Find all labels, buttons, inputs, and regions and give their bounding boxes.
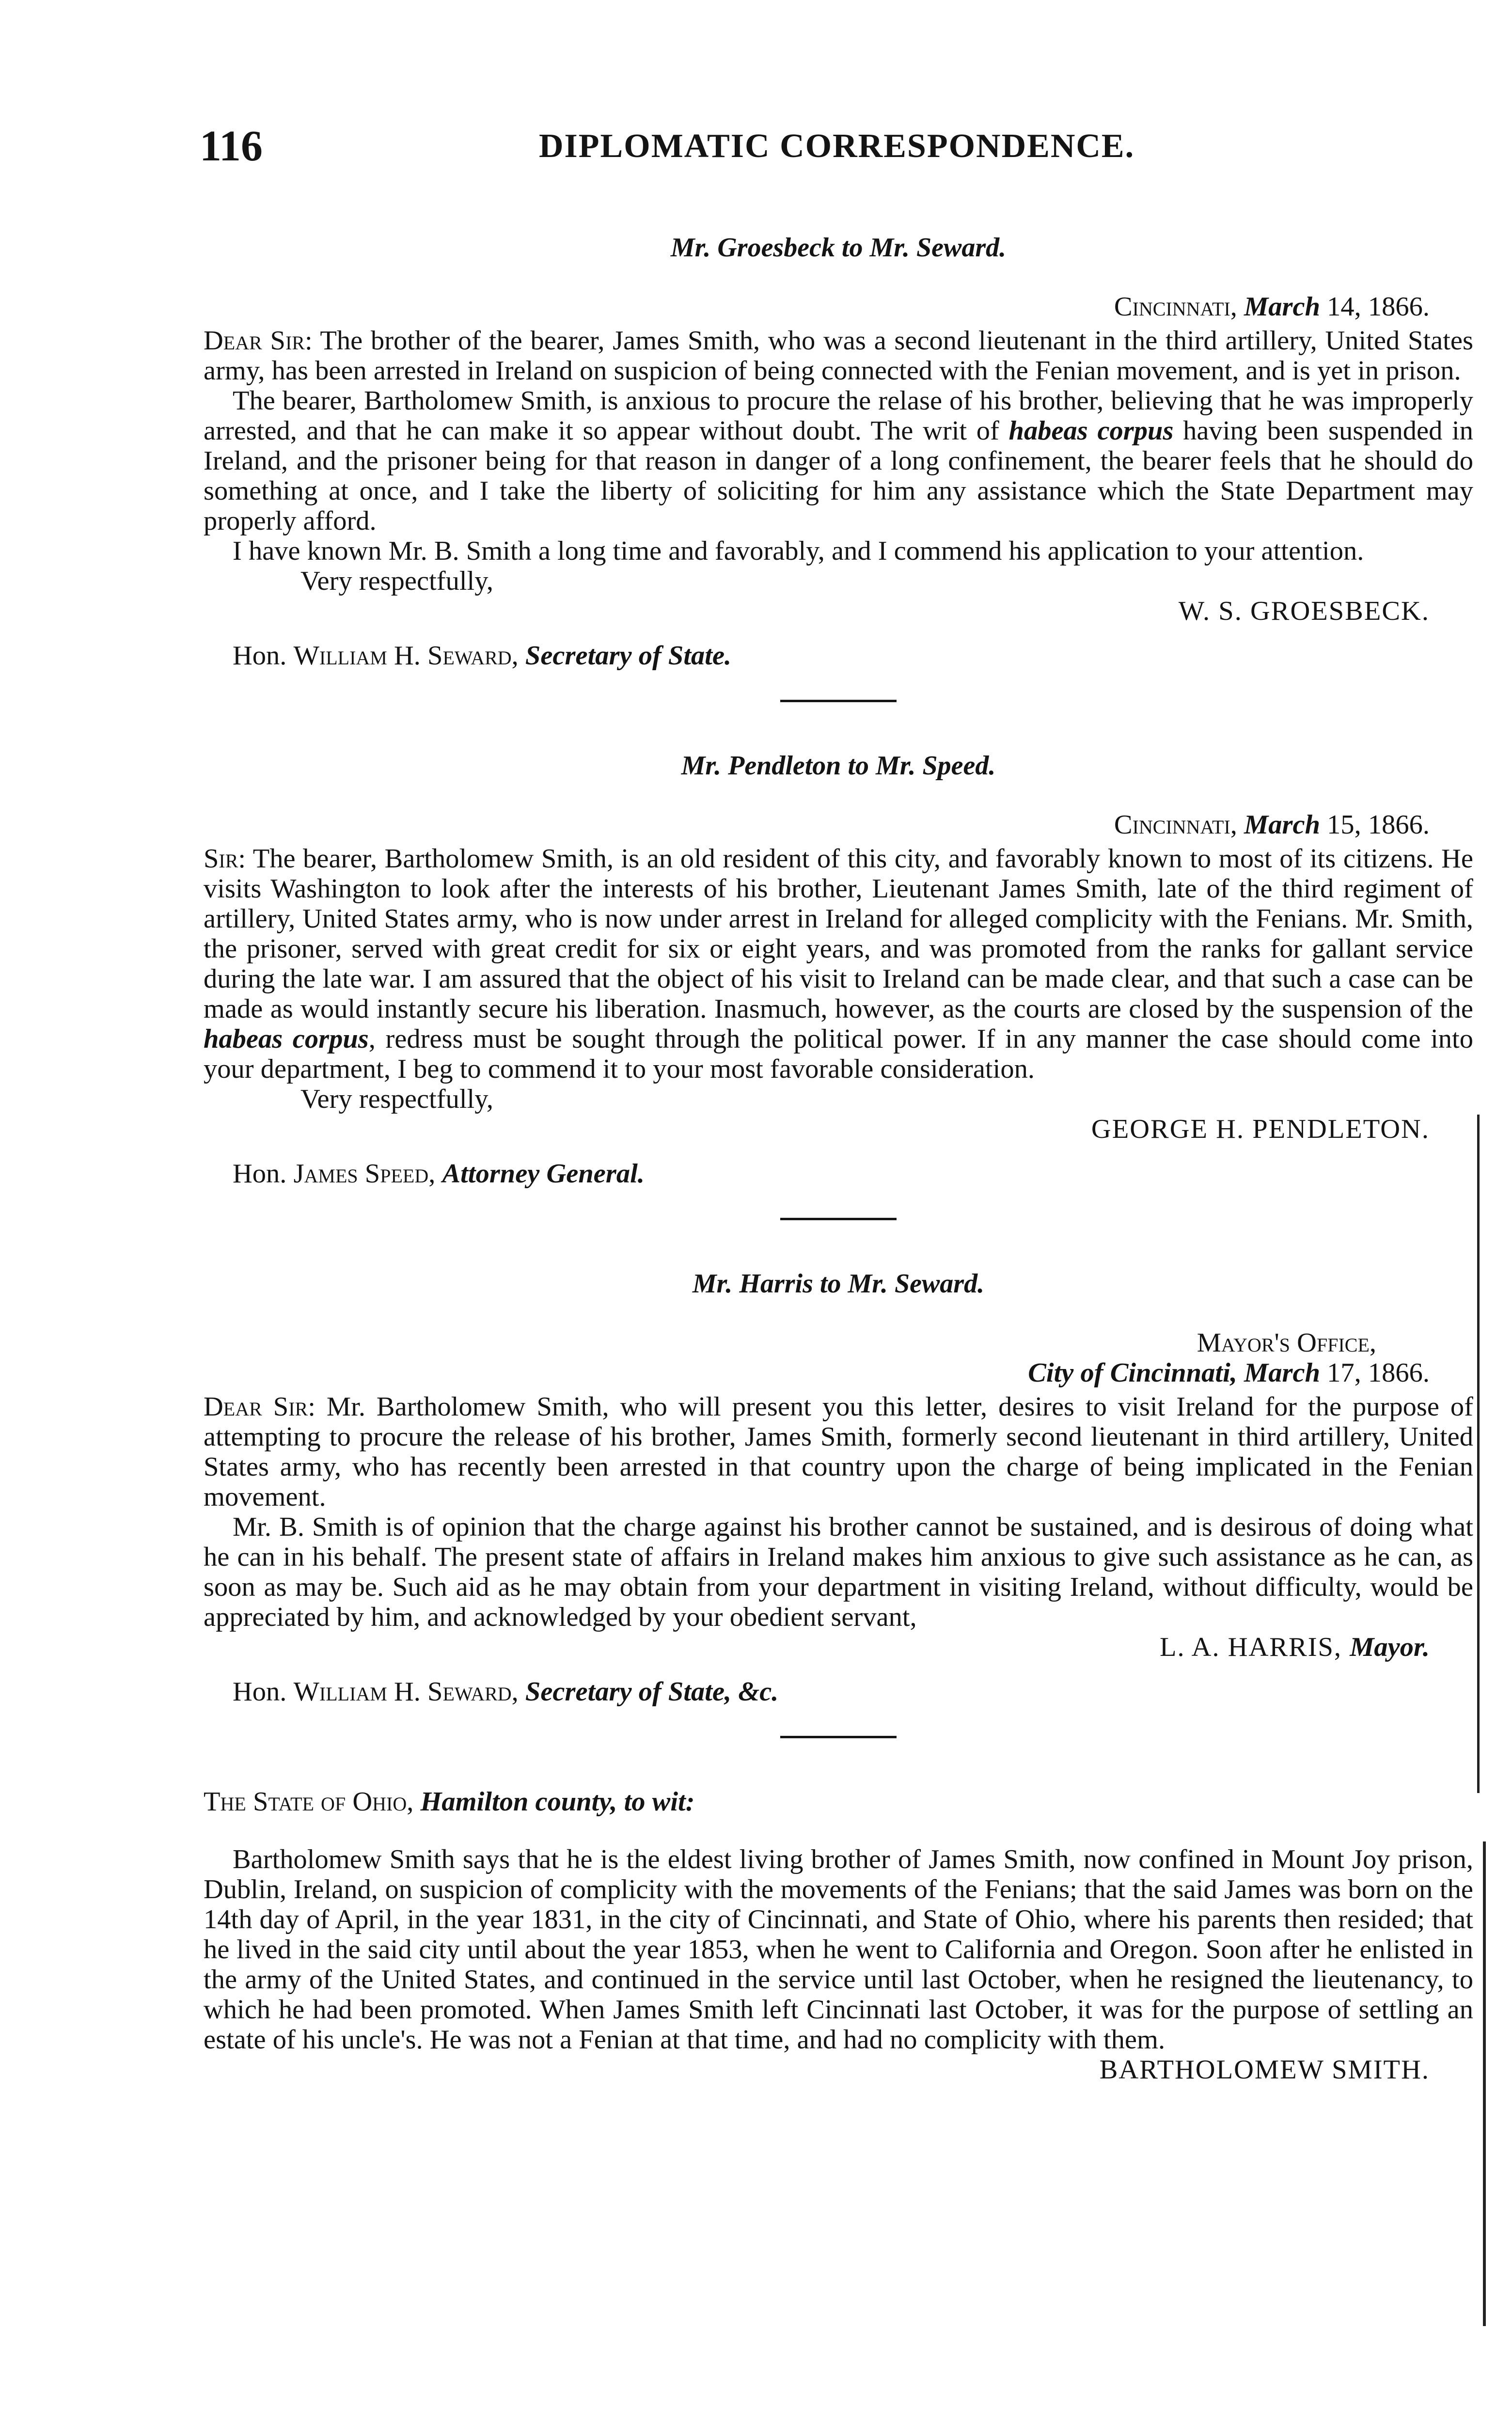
letter-addressee [233,641,1473,671]
page-body [204,233,1473,2085]
italic-term: habeas corpus [204,1024,369,1054]
page-header [200,121,1421,174]
letter-groesbeck [204,233,1473,671]
addressee-prefix: Hon. [233,1677,287,1707]
letter-closing: Very respectfully, [300,566,493,596]
salutation: Sir: [204,844,246,874]
salutation: Dear Sir: [204,1392,315,1422]
letter-office: Mayor's Office, [1197,1328,1376,1358]
dateline-month: March [1244,810,1320,840]
italic-term: habeas corpus [1008,416,1174,446]
letter-heading: Mr. Harris to Mr. Seward. [692,1269,985,1299]
letter-addressee [233,1677,1473,1707]
letter-signer [204,1632,1430,1662]
letter-dateline [204,810,1430,840]
dateline-place: Cincinnati, [1114,810,1237,840]
addressee-title: Secretary of State, &c. [525,1677,779,1707]
section-divider [780,1218,897,1220]
letter-paragraph: Mr. B. Smith is of opinion that the charge against his brother cannot be sustained, and is desirous of doing what he can in his behalf. The present state of affairs in Ireland makes him anxious to give such assistance as he can, as soon as may be. Such aid as he may obtain from your department in visiting Ireland, without difficulty, would be appreciated by him, and acknowledged by your obedient servant, [204,1512,1473,1632]
dateline-rest: 17, 1866. [1320,1358,1430,1388]
letter-dateline [204,1358,1430,1388]
affidavit [204,1787,1473,2085]
section-divider [780,700,897,702]
letter-paragraph: I have known Mr. B. Smith a long time and favorably, and I commend his application to your attention. [233,536,1364,566]
affidavit-county: Hamilton county, to wit: [420,1787,695,1817]
dateline-city: City of Cincinnati, March [1028,1358,1320,1388]
letter-heading: Mr. Groesbeck to Mr. Seward. [670,233,1007,263]
dateline-rest: 14, 1866. [1320,292,1430,322]
letter-signer: W. S. GROESBECK. [1178,596,1430,626]
letter-paragraph [204,386,1473,536]
paragraph-text: The bearer, Bartholomew Smith, is an old resident of this city, and favorably known to most of its citizens. He visits Washington to look after the interests of his brother, Lieutenant James Smith, late of the third regiment of artillery, United States army, who is now under arrest in Ireland for alleged complicity with the Fenians. Mr. Smith, the prisoner, served with great credit for six or eight years, and was promoted from the ranks for gallant service during the late war. I am assured that the object of his visit to Ireland can be made clear, and that such a case can be made as would instantly secure his liberation. Inasmuch, however, as the courts are closed by the suspension of the [204,844,1473,1024]
letter-harris [204,1269,1473,1707]
affidavit-text: Bartholomew Smith says that he is the eldest living brother of James Smith, now confined in Mount Joy prison, Dublin, Ireland, on suspicion of complicity with the movements of the Fenians; that the said James was born on the 14th day of April, in the year 1831, in the city of Cincinnati, and State of Ohio, where his parents then resided; that he lived in the said city until about the year 1853, when he went to California and Oregon. Soon after he enlisted in the army of the United States, and continued in the service until last October, when he resigned the lieutenancy, to which he had been promoted. When James Smith left Cincinnati last October, it was for the purpose of settling an estate of his uncle's. He was not a Fenian at that time, and had no complicity with them. [204,1844,1473,2055]
addressee-title: Secretary of State. [525,641,732,671]
signer-name: L. A. HARRIS, [1160,1632,1342,1662]
addressee-title: Attorney General. [442,1159,645,1189]
letter-addressee [233,1159,1473,1189]
letter-heading: Mr. Pendleton to Mr. Speed. [681,751,996,781]
affidavit-state: The State of Ohio, [204,1787,414,1817]
section-divider [780,1736,897,1738]
addressee-prefix: Hon. [233,1159,287,1189]
paragraph-text: , redress must be sought through the political power. If in any manner the case should come into your department, I beg to commend it to your most favorable consideration. [204,1024,1473,1084]
letter-signer: GEORGE H. PENDLETON. [1091,1114,1430,1144]
addressee-prefix: Hon. [233,641,287,671]
paragraph-text: Mr. Bartholomew Smith, who will present you this letter, desires to visit Ireland for the purpose of attempting to procure the release of his brother, James Smith, formerly second lieutenant in third artillery, United States army, who has recently been arrested in that country upon the charge of being implicated in the Fenian movement. [204,1392,1473,1512]
paragraph-text: having been suspended in Ireland, and the prisoner being for that reason in danger of a long confinement, the bearer feels that he should do something at once, and I take the liberty of soliciting for him any assistance which the State Department may properly afford. [204,416,1473,536]
dateline-place: Cincinnati, [1114,292,1237,322]
scan-edge-mark [1483,1841,1486,2326]
letter-paragraph [204,844,1473,1084]
affidavit-venue [204,1787,1473,1817]
dateline-rest: 15, 1866. [1320,810,1430,840]
paragraph-text: The brother of the bearer, James Smith, who was a second lieutenant in the third artillery, United States army, has been arrested in Ireland on suspicion of being connected with the Fenian movement, and is yet in prison. [204,326,1473,386]
page-number: 116 [200,122,263,170]
affidavit-signer: BARTHOLOMEW SMITH. [1099,2054,1430,2085]
addressee-name: James Speed, [293,1159,436,1189]
paragraph-text: The bearer, Bartholomew Smith, is anxious to procure the relase of his brother, believing that he was improperly arrested, and that he can make it so appear without doubt. The writ of [204,386,1473,446]
addressee-name: William H. Seward, [293,1677,519,1707]
scan-edge-mark [1477,1115,1480,1793]
letter-pendleton [204,751,1473,1189]
letter-closing: Very respectfully, [300,1084,493,1114]
running-title: DIPLOMATIC CORRESPONDENCE. [539,127,1135,165]
salutation: Dear Sir: [204,326,313,356]
letter-paragraph [204,326,1473,386]
addressee-name: William H. Seward, [293,641,519,671]
letter-dateline [204,292,1430,322]
letter-paragraph [204,1392,1473,1512]
dateline-month: March [1244,292,1320,322]
signer-title: Mayor. [1350,1632,1430,1662]
